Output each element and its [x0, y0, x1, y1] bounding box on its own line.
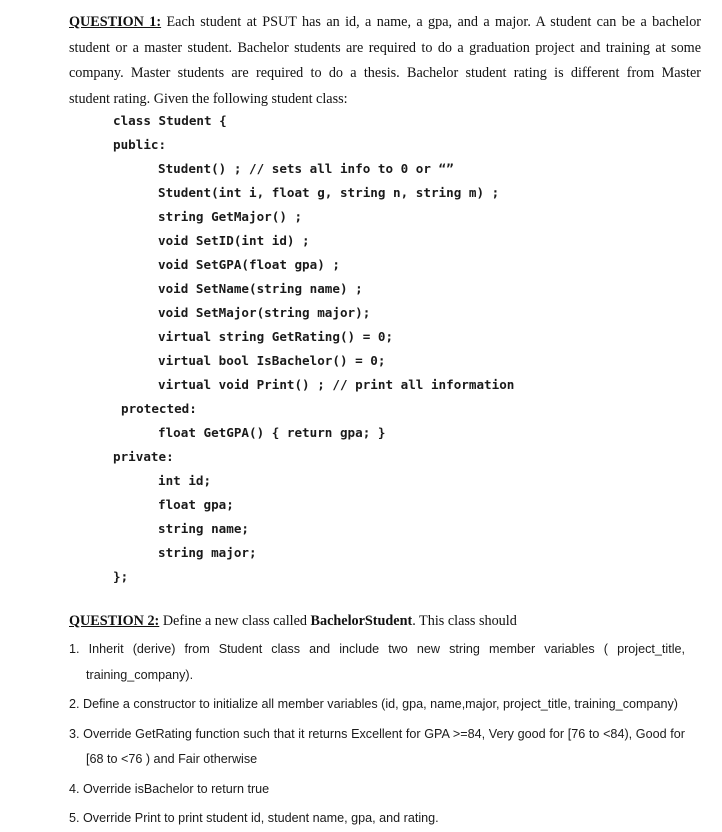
list-item-text: 2. Define a constructor to initialize all member variables (id, gpa, name,major, project_title, training_company): [69, 697, 678, 711]
code-line: virtual string GetRating() = 0;: [158, 329, 394, 344]
question-1-text: Each student at PSUT has an id, a name, a gpa, and a major. A student can be a bachelor: [166, 14, 702, 30]
code-line: private:: [113, 449, 174, 464]
class-name: BachelorStudent: [310, 613, 413, 629]
question-2-heading: [69, 611, 517, 631]
question-1-line: company. Master students are required to do a thesis. Bachelor student rating is different from Master: [69, 65, 701, 81]
question-2-intro: Define a new class called: [162, 613, 307, 629]
list-item: [69, 637, 685, 688]
code-line: string GetMajor() ;: [158, 209, 303, 224]
code-line: void SetID(int id) ;: [158, 233, 310, 248]
requirements-list: [69, 637, 685, 832]
list-item-text: 4. Override isBachelor to return true: [69, 781, 270, 796]
question-2-label: QUESTION 2:: [69, 613, 160, 629]
code-line: void SetMajor(string major);: [158, 305, 371, 320]
code-line: void SetGPA(float gpa) ;: [158, 257, 340, 272]
list-item: [69, 722, 685, 773]
code-line: virtual bool IsBachelor() = 0;: [158, 353, 386, 368]
code-line: virtual void Print() ; // print all information: [158, 377, 515, 392]
list-item: [69, 806, 685, 832]
question-1-line: student rating. Given the following student class:: [69, 90, 348, 107]
question-1-line: [69, 10, 701, 36]
code-line: Student() ; // sets all info to 0 or “”: [158, 161, 454, 176]
list-item: [69, 777, 685, 803]
question-2-intro-end: . This class should: [412, 613, 517, 629]
code-line: Student(int i, float g, string n, string m) ;: [158, 185, 500, 200]
code-line: class Student {: [113, 113, 227, 128]
question-1-label: QUESTION 1:: [69, 14, 162, 30]
list-item-text: [68 to <76 ) and Fair otherwise: [86, 752, 258, 766]
code-line: int id;: [158, 473, 212, 488]
code-line: void SetName(string name) ;: [158, 281, 363, 296]
list-item-text: 3. Override GetRating function such that it returns Excellent for GPA >=84, Very good for [76 to <84), Good for: [69, 726, 685, 741]
list-item-text: 5. Override Print to print student id, student name, gpa, and rating.: [69, 811, 439, 825]
code-line: float GetGPA() { return gpa; }: [158, 425, 386, 440]
list-item-text: training_company).: [86, 667, 194, 682]
question-1-line: student or a master student. Bachelor students are required to do a graduation project and training at some: [69, 39, 701, 56]
code-line: };: [113, 569, 129, 584]
code-line: protected:: [121, 401, 197, 416]
list-item-text: 1. Inherit (derive) from Student class and include two new string member variables ( project_title,: [69, 642, 685, 656]
code-line: string name;: [158, 521, 249, 536]
code-line: string major;: [158, 545, 257, 560]
code-line: public:: [113, 137, 167, 152]
list-item: [69, 692, 685, 718]
code-line: float gpa;: [158, 497, 234, 512]
question-1-paragraph: [69, 10, 701, 112]
